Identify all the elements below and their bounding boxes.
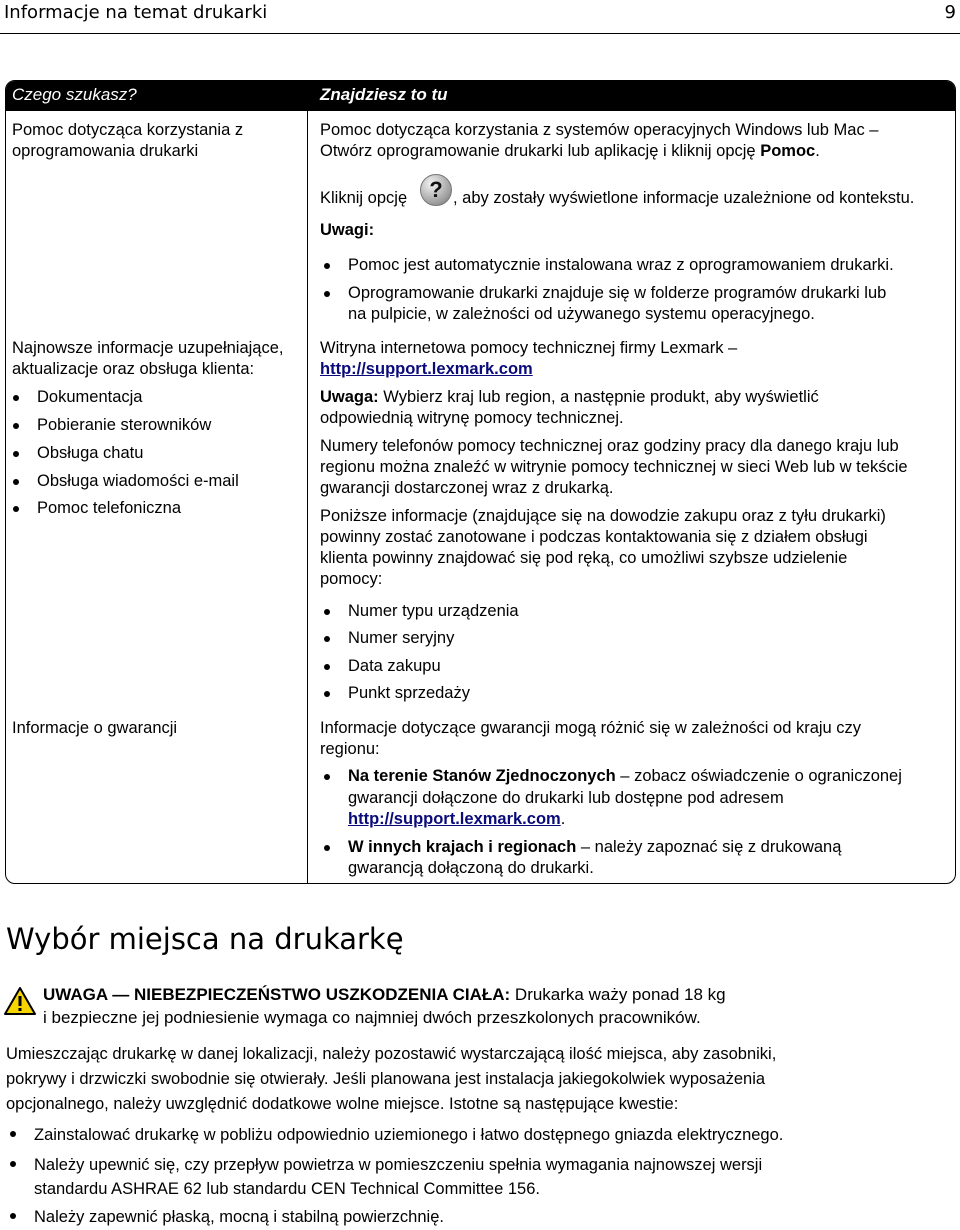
placement-para-line3: opcjonalnego, należy uwzględnić dodatkowe wolne miejsce. Istotne są następujące kwestie: [6,1095,679,1113]
warranty-other-rest: – należy zapoznać się z drukowaną [576,838,842,856]
warranty-us-line3 [348,809,565,830]
support-list-item: Obsługa chatu [37,444,144,462]
warning-rest: Drukarka waży ponad 18 kg [510,985,726,1004]
info-line3: klienta powinny znajdować się pod ręką, co umożliwi szybsze udzielenie [320,549,848,567]
uwaga-text: Wybierz kraj lub region, a następnie produkt, aby wyświetlić [378,388,819,406]
warranty-us-link-end: . [560,810,566,828]
row2-left-line2: aktualizacje oraz obsługa klienta: [12,360,255,378]
warranty-us-bold: Na terenie Stanów Zjednoczonych [348,767,616,785]
warranty-us-rest: – zobacz oświadczenie o ograniczonej [615,767,902,785]
warranty-other-bold: W innych krajach i regionach [348,838,577,856]
row1-right-line1: Pomoc dotycząca korzystania z systemów operacyjnych Windows lub Mac – [320,121,879,139]
phone-line3: gwarancji dostarczonej wraz z drukarką. [320,479,614,497]
row1-right-line2 [320,141,820,162]
support-site-line1: Witryna internetowa pomocy technicznej firmy Lexmark – [320,339,738,357]
header-title: Informacje na temat drukarki [4,2,268,23]
col-header-find-here: Znajdziesz to tu [320,85,448,104]
info-list-item: Numer seryjny [348,629,455,647]
warranty-us-line1 [348,766,902,787]
phone-line1: Numery telefonów pomocy technicznej oraz godziny pracy dla danego kraju lub [320,437,899,455]
click-option-pre: Kliknij opcję [320,189,408,207]
placement-bullet: Należy zapewnić płaską, mocną i stabilną powierzchnię. [34,1205,444,1230]
note-item-cont: na pulpicie, w zależności od używanego systemu operacyjnego. [348,305,815,323]
page-header [0,0,960,34]
uwaga-line1 [320,387,819,408]
help-question-icon: ? [420,174,452,206]
support-list-item: Obsługa wiadomości e-mail [37,472,239,490]
warranty-us-link[interactable]: http://support.lexmark.com [348,810,561,828]
row2-left-line1: Najnowsze informacje uzupełniające, [12,339,284,357]
column-divider [307,111,308,884]
placement-bullet-cont: standardu ASHRAE 62 lub standardu CEN Technical Committee 156. [34,1180,540,1198]
phone-line2: regionu można znaleźć w witrynie pomocy technicznej w sieci Web lub w tekście [320,458,908,476]
warranty-us-line2: gwarancji dołączone do drukarki lub dostępne pod adresem [348,789,784,807]
info-line4: pomocy: [320,570,383,588]
info-list-item: Numer typu urządzenia [348,602,519,620]
placement-bullet: Należy upewnić się, czy przepływ powietrza w pomieszczeniu spełnia wymagania najnowszej wersji [34,1153,762,1178]
help-option: Pomoc [760,142,816,160]
note-item: Oprogramowanie drukarki znajduje się w folderze programów drukarki lub [348,284,887,302]
support-list-item: Dokumentacja [37,388,143,406]
info-list-item: Punkt sprzedaży [348,684,470,702]
warning-line2: i bezpieczne jej podniesienie wymaga co najmniej dwóch przeszkolonych pracowników. [43,1008,701,1027]
warning-line1 [43,984,726,1005]
info-line1: Poniższe informacje (znajdujące się na dowodzie zakupu oraz z tyłu drukarki) [320,507,886,525]
warning-icon [3,986,37,1016]
placement-bullet: Zainstalować drukarkę w pobliżu odpowiednio uziemionego i łatwo dostępnego gniazda elektrycznego. [34,1123,783,1148]
placement-para-line1: Umieszczając drukarkę w danej lokalizacji, należy pozostawić wystarczającą ilość miejsca, aby zasobniki, [6,1045,777,1063]
row1-left-line1: Pomoc dotycząca korzystania z [12,121,244,139]
warranty-intro-line1: Informacje dotyczące gwarancji mogą różnić się w zależności od kraju czy [320,719,862,737]
page-number: 9 [944,2,956,23]
notes-label: Uwagi: [320,221,375,239]
placement-para-line2: pokrywy i drzwiczki swobodnie się otwierały. Jeśli planowana jest instalacja jakiegokolwiek wyposażenia [6,1070,766,1088]
warranty-other-line1 [348,837,841,858]
row1-left-line2: oprogramowania drukarki [12,142,199,160]
warning-bold: UWAGA — NIEBEZPIECZEŃSTWO USZKODZENIA CIAŁA: [43,985,511,1004]
support-site-link[interactable]: http://support.lexmark.com [320,360,533,378]
section-title: Wybór miejsca na drukarkę [6,922,404,956]
info-line2: powinny zostać zanotowane i podczas kontaktowania się z działem obsługi [320,528,868,546]
warranty-other-line2: gwarancją dołączoną do drukarki. [348,859,594,877]
row1-right-line2-text: Otwórz oprogramowanie drukarki lub aplikację i kliknij opcję [320,142,761,160]
help-table [5,80,956,884]
uwaga-line2: odpowiednią witrynę pomocy technicznej. [320,409,624,427]
col-header-looking-for: Czego szukasz? [12,85,137,104]
support-list-item: Pobieranie sterowników [37,416,212,434]
table-header [6,81,955,111]
uwaga-label: Uwaga: [320,388,379,406]
warranty-intro-line2: regionu: [320,740,380,758]
info-list-item: Data zakupu [348,657,441,675]
note-item: Pomoc jest automatycznie instalowana wraz z oprogramowaniem drukarki. [348,256,894,274]
click-option-post: , aby zostały wyświetlone informacje uzależnione od kontekstu. [453,189,915,207]
warranty-label: Informacje o gwarancji [12,719,178,737]
row1-right-line2-end: . [815,142,820,160]
support-list-item: Pomoc telefoniczna [37,499,181,517]
